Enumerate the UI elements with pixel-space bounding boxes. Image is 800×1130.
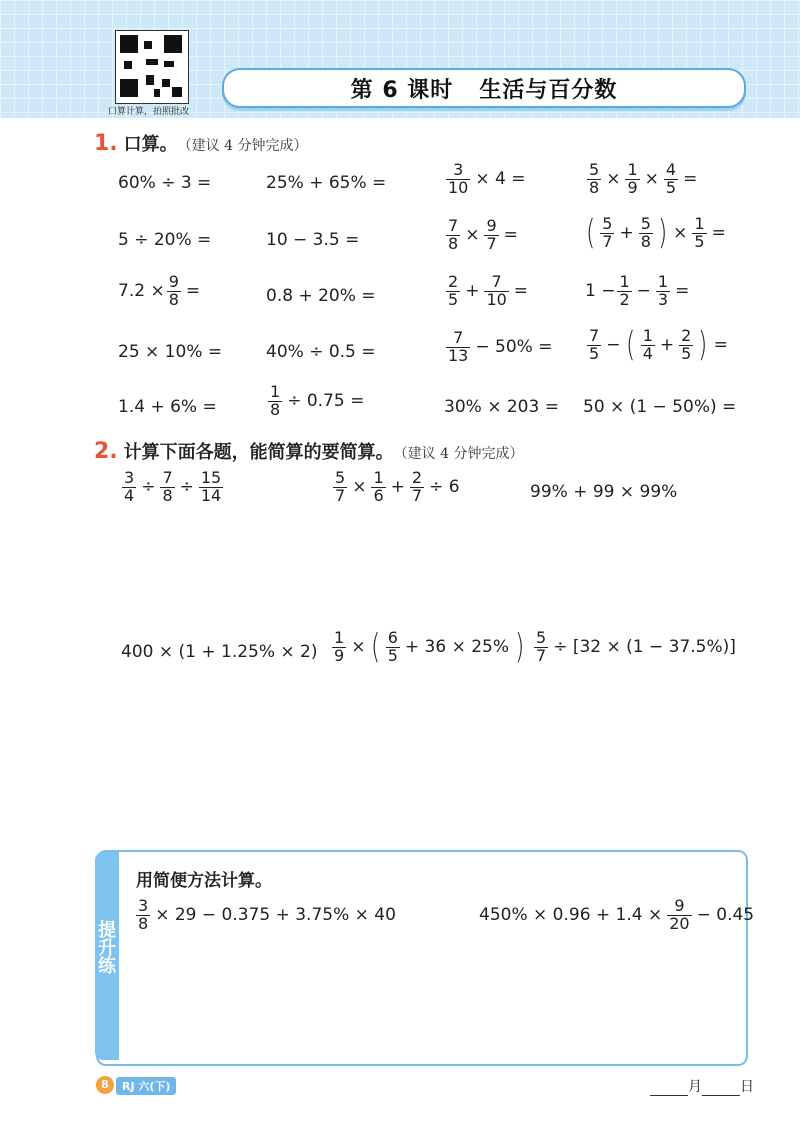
s1-r5c1: 1.4 + 6% = bbox=[118, 397, 217, 417]
s1-r2c4: ( $\frac{5}{7}$ + $\frac{5}{8}$ ) × $\frac{1}{5}$ = bbox=[585, 213, 726, 254]
s2-e5: $\frac{1}{9}$ × ( $\frac{6}{5}$ + 36 × 25% ) bbox=[334, 627, 525, 668]
s2-e6: $\frac{5}{7}$ ÷ [32 × (1 − 37.5%)] bbox=[536, 628, 736, 665]
section2-heading bbox=[94, 438, 523, 464]
s1-r1c3: $\frac{3}{10}$ × 4 = bbox=[448, 160, 526, 197]
s1-r5c4: 50 × (1 − 50%) = bbox=[583, 397, 737, 417]
s1-r1c4: $\frac{5}{8}$ × $\frac{1}{9}$ × $\frac{4}{5}$ = bbox=[589, 160, 698, 197]
s1-r3c3: $\frac{2}{5}$ + $\frac{7}{10}$ = bbox=[448, 272, 529, 309]
s1-r3c1: 7.2 × $\frac{9}{8}$ = bbox=[118, 272, 201, 309]
s2-e2: $\frac{5}{7}$ × $\frac{1}{6}$ + $\frac{2}{7}$ ÷ 6 bbox=[335, 468, 460, 505]
s1-r4c2: 40% ÷ 0.5 = bbox=[266, 342, 376, 362]
s1-r1c1: 60% ÷ 3 = bbox=[118, 173, 212, 193]
s1-r4c1: 25 × 10% = bbox=[118, 342, 223, 362]
s2-e1: $\frac{3}{4}$ ÷ $\frac{7}{8}$ ÷ $\frac{15}{14}$ bbox=[124, 468, 222, 505]
s1-r3c2: 0.8 + 20% = bbox=[266, 286, 376, 306]
section2-number: 2. bbox=[94, 439, 118, 464]
s1-r5c3: 30% × 203 = bbox=[444, 397, 559, 417]
s1-r1c2: 25% + 65% = bbox=[266, 173, 387, 193]
s1-r2c1: 5 ÷ 20% = bbox=[118, 230, 212, 250]
s1-r2c3: $\frac{7}{8}$ × $\frac{9}{7}$ = bbox=[448, 216, 518, 253]
ext-e1: $\frac{3}{8}$ × 29 − 0.375 + 3.75% × 40 bbox=[138, 896, 396, 933]
qr-caption: 口算计算，拍照批改 bbox=[108, 107, 190, 117]
section1-number: 1. bbox=[94, 131, 118, 156]
section1-note: （建议 4 分钟完成） bbox=[177, 138, 308, 154]
lesson-number: 第 6 课时 bbox=[350, 77, 454, 103]
s1-r5c2: $\frac{1}{8}$ ÷ 0.75 = bbox=[270, 382, 365, 419]
s2-e3: 99% + 99 × 99% bbox=[530, 482, 678, 502]
s1-r3c4: 1 − $\frac{1}{2}$ − $\frac{1}{3}$ = bbox=[585, 272, 690, 309]
page-number: 8 bbox=[96, 1076, 114, 1094]
s1-r4c3: $\frac{7}{13}$ − 50% = bbox=[448, 328, 553, 365]
day-label: 日 bbox=[740, 1079, 754, 1095]
section1-heading bbox=[94, 130, 307, 156]
s1-r2c2: 10 − 3.5 = bbox=[266, 230, 360, 250]
page-title: 生活与百分数 bbox=[479, 77, 618, 103]
edition-tag: RJ 六(下) bbox=[116, 1077, 176, 1095]
month-label: 月 bbox=[688, 1079, 702, 1095]
qr-code[interactable] bbox=[115, 30, 189, 104]
section1-title: 口算。 bbox=[123, 134, 178, 155]
extension-title: 用简便方法计算。 bbox=[136, 871, 272, 891]
date-field bbox=[650, 1076, 754, 1096]
title-bar bbox=[222, 68, 746, 108]
s1-r4c4: $\frac{7}{5}$ − ( $\frac{1}{4}$ + $\frac{2}{5}$ ) = bbox=[589, 325, 728, 366]
section2-title: 计算下面各题，能简算的要简算。 bbox=[123, 442, 394, 463]
section2-note: （建议 4 分钟完成） bbox=[393, 446, 524, 462]
extension-label: 提升练 bbox=[95, 920, 116, 974]
ext-e2: 450% × 0.96 + 1.4 × $\frac{9}{20}$ − 0.45 bbox=[479, 896, 755, 933]
s2-e4: 400 × (1 + 1.25% × 2) bbox=[121, 642, 318, 662]
